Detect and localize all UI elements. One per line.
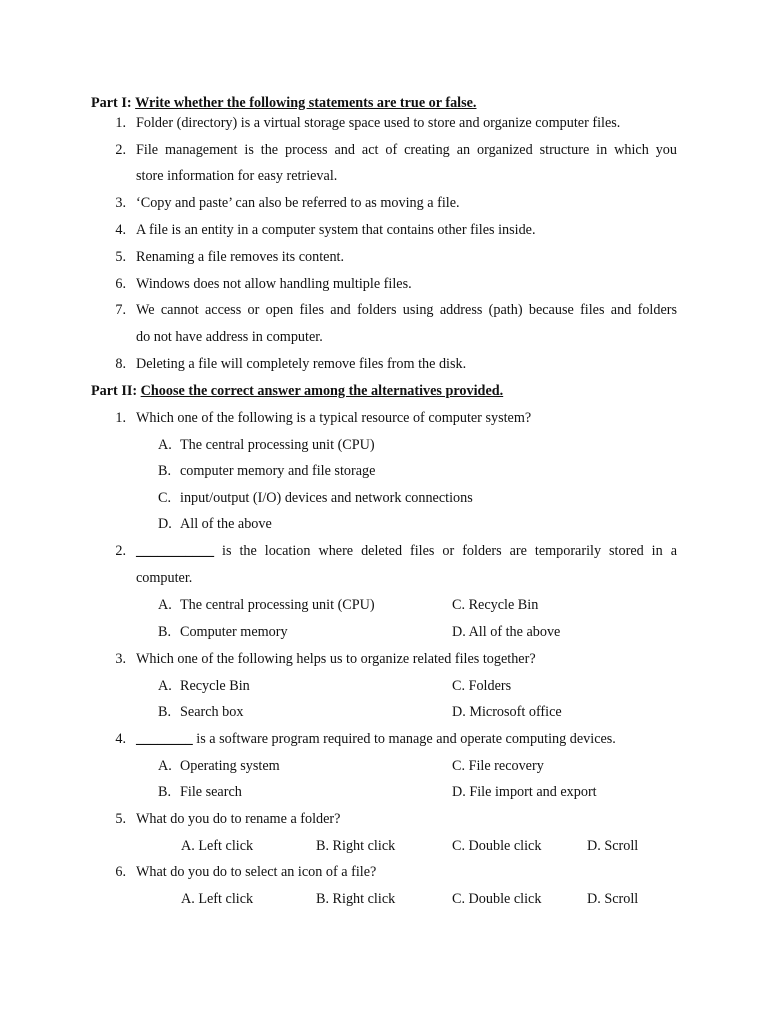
part1-label: Part I: [91, 95, 132, 111]
option-letter: A. [158, 597, 172, 613]
option-a: A. Left click [181, 838, 254, 854]
item-number: 4. [115, 222, 126, 238]
question-text: Which one of the following helps us to organize related files together? [136, 651, 536, 667]
part1-instruction: Write whether the following statements are true or false. [135, 95, 477, 111]
option-letter: B. [158, 704, 172, 720]
item-number: 8. [115, 356, 126, 372]
question-number: 3. [115, 651, 126, 667]
item-number: 3. [115, 195, 126, 211]
item-text: We cannot access or open files and folders using address (path) because files and folders [136, 302, 677, 318]
option-a [158, 677, 250, 695]
item-number: 1. [115, 115, 126, 131]
option-b [158, 703, 243, 721]
option-text: Search box [180, 704, 244, 720]
option-letter: A. [158, 678, 172, 694]
option-letter: B. [158, 463, 172, 479]
option-a [158, 757, 280, 775]
option-c [452, 757, 544, 775]
answer-blank: ___________ [136, 543, 215, 559]
option-text: Recycle Bin [468, 597, 539, 613]
option-letter: C. [452, 758, 466, 774]
item-number: 2. [115, 142, 126, 158]
item-text: Folder (directory) is a virtual storage space used to store and organize computer files. [136, 115, 621, 131]
item-text: Renaming a file removes its content. [136, 249, 345, 265]
item-text-cont: do not have address in computer. [136, 329, 323, 345]
option-text: input/output (I/O) devices and network connections [180, 490, 473, 506]
question-number: 5. [115, 811, 126, 827]
option-d [452, 703, 562, 721]
question-text: What do you do to select an icon of a file? [136, 864, 377, 880]
option-text: computer memory and file storage [180, 463, 376, 479]
item-text-cont: store information for easy retrieval. [136, 168, 338, 184]
option-b [158, 623, 288, 641]
option-text: File recovery [468, 758, 544, 774]
option-letter: A. [158, 758, 172, 774]
option-letter: A. [158, 437, 172, 453]
option-b: B. Right click [316, 891, 396, 907]
option-text: All of the above [468, 624, 561, 640]
option-d: D. Scroll [587, 838, 639, 854]
question-text: What do you do to rename a folder? [136, 811, 341, 827]
question-number: 1. [115, 410, 126, 426]
item-text: File management is the process and act of creating an organized structure in which you [136, 142, 677, 158]
option-letter: B. [158, 624, 172, 640]
option-b [158, 783, 242, 801]
option-letter: C. [158, 490, 172, 506]
part1-heading [91, 94, 476, 112]
option-d [452, 623, 560, 641]
item-text: A file is an entity in a computer system that contains other files inside. [136, 222, 536, 238]
item-number: 7. [115, 302, 126, 318]
option-text: Microsoft office [469, 704, 562, 720]
option-a [158, 436, 375, 454]
item-text: ‘Copy and paste’ can also be referred to as moving a file. [136, 195, 460, 211]
option-c [452, 596, 538, 614]
question-number: 4. [115, 731, 126, 747]
question-text [136, 542, 677, 560]
option-text: The central processing unit (CPU) [180, 597, 375, 613]
option-text: Recycle Bin [180, 678, 250, 694]
answer-blank: ________ [136, 731, 193, 747]
item-number: 5. [115, 249, 126, 265]
option-text: Computer memory [180, 624, 288, 640]
option-d [158, 515, 272, 533]
item-text: Windows does not allow handling multiple files. [136, 276, 412, 292]
question-text-body: is a software program required to manage and operate computing devices. [196, 731, 616, 747]
part2-heading [91, 382, 503, 400]
option-c [452, 677, 511, 695]
option-text: File search [180, 784, 242, 800]
option-letter: D. [158, 516, 172, 532]
option-text: The central processing unit (CPU) [180, 437, 375, 453]
option-d: D. Scroll [587, 891, 639, 907]
option-letter: C. [452, 678, 466, 694]
option-letter: D. [452, 704, 466, 720]
option-c [158, 489, 473, 507]
option-b: B. Right click [316, 838, 396, 854]
option-text: All of the above [180, 516, 272, 532]
option-letter: B. [158, 784, 172, 800]
question-text-line1: is the location where deleted files or folders are temporarily stored in a [222, 543, 677, 559]
option-a [158, 596, 375, 614]
option-text: Folders [468, 678, 512, 694]
option-text: File import and export [469, 784, 597, 800]
question-number: 6. [115, 864, 126, 880]
question-text: Which one of the following is a typical resource of computer system? [136, 410, 532, 426]
question-number: 2. [115, 543, 126, 559]
option-b [158, 462, 375, 480]
option-c: C. Double click [452, 891, 542, 907]
option-c: C. Double click [452, 838, 542, 854]
option-letter: D. [452, 784, 466, 800]
item-number: 6. [115, 276, 126, 292]
option-letter: C. [452, 597, 466, 613]
question-text [136, 730, 616, 748]
question-text-cont: computer. [136, 570, 193, 586]
part2-instruction: Choose the correct answer among the alternatives provided. [140, 383, 504, 399]
option-text: Operating system [180, 758, 280, 774]
part2-label: Part II: [91, 383, 138, 399]
option-letter: D. [452, 624, 466, 640]
option-a: A. Left click [181, 891, 254, 907]
item-text: Deleting a file will completely remove files from the disk. [136, 356, 467, 372]
option-d [452, 783, 597, 801]
